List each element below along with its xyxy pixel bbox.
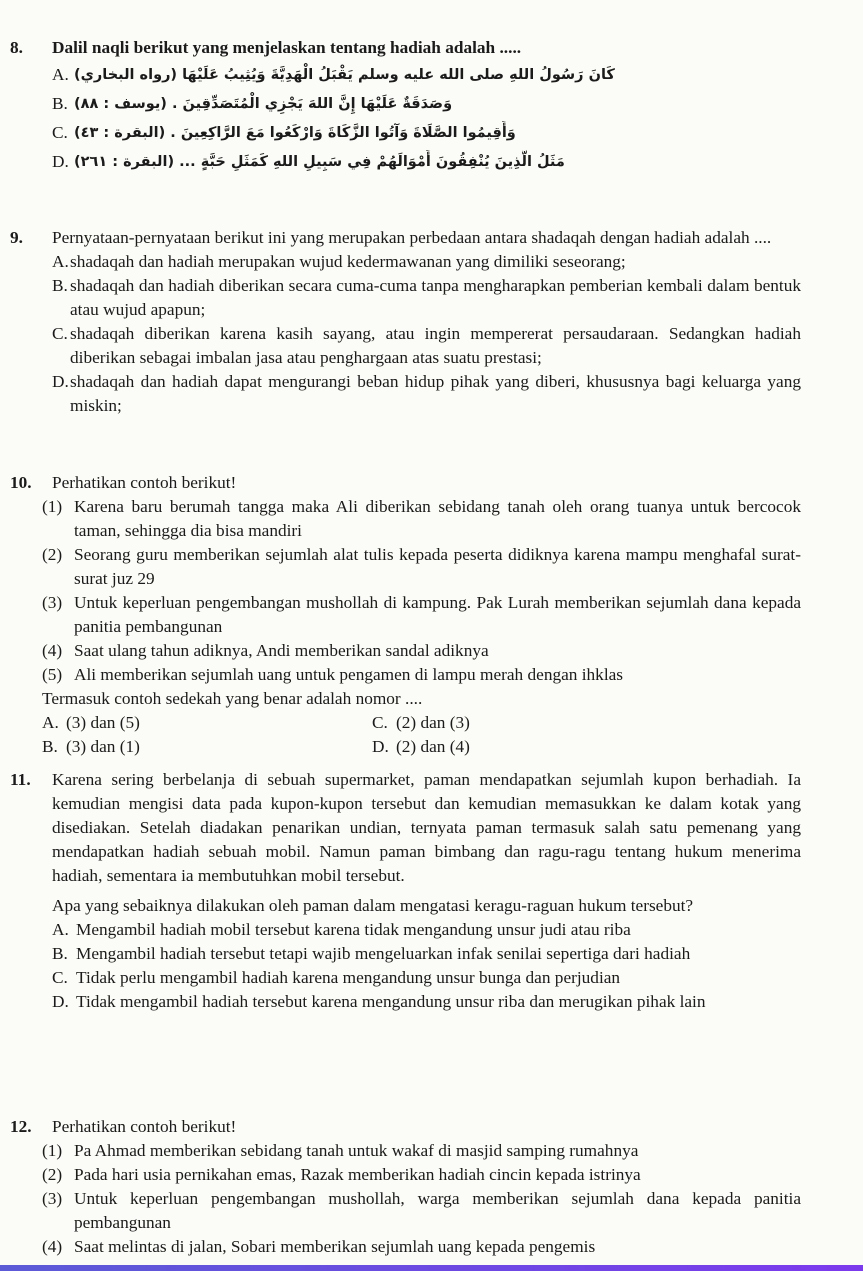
option-b[interactable] — [52, 89, 801, 118]
list-item — [42, 1187, 801, 1235]
option-label: D. — [372, 737, 389, 756]
item-text: Pa Ahmad memberikan sebidang tanah untuk wakaf di masjid samping rumahnya — [74, 1141, 639, 1160]
arabic-text: مَثَلُ الَّذِينَ يُنْفِقُونَ أَمْوَالَهُمْ فِي سَبِيلِ اللهِ كَمَثَلِ حَبَّةٍ ... (البقرة : ٢٦١) — [74, 153, 565, 170]
list-item — [42, 591, 801, 639]
question-number: 11. — [10, 770, 31, 789]
option-label: C. — [52, 324, 68, 343]
option-a[interactable] — [52, 918, 801, 942]
list-item — [42, 543, 801, 591]
question-prompt: Termasuk contoh sedekah yang benar adalah nomor .... — [42, 689, 423, 708]
option-c[interactable] — [52, 118, 801, 147]
option-text: (3) dan (1) — [66, 737, 140, 756]
question-number: 12. — [10, 1117, 32, 1136]
option-a[interactable] — [42, 711, 372, 735]
option-text: (3) dan (5) — [66, 713, 140, 732]
option-text: (2) dan (4) — [396, 737, 470, 756]
option-text: (2) dan (3) — [396, 713, 470, 732]
item-text: Karena baru berumah tangga maka Ali diberikan sebidang tanah oleh orang tuanya untuk bercocok taman, sehingga dia bisa mandiri — [74, 497, 801, 540]
item-text: Untuk keperluan pengembangan mushollah di kampung. Pak Lurah memberikan sejumlah dana kepada panitia pembangunan — [74, 593, 801, 636]
item-label: (2) — [42, 1165, 63, 1184]
arabic-text: وَصَدَقَةٌ عَلَيْهَا إِنَّ اللهَ يَجْزِي الْمُتَصَدِّقِينَ . (يوسف : ٨٨) — [74, 95, 453, 112]
answer-options — [52, 60, 801, 176]
option-text: shadaqah dan hadiah diberikan secara cuma-cuma tanpa mengharapkan pemberian kembali dalam bentuk atau wujud apapun; — [70, 276, 801, 319]
item-label: (3) — [42, 1189, 63, 1208]
item-label: (3) — [42, 593, 63, 612]
question-8 — [10, 36, 801, 176]
example-list — [42, 495, 801, 687]
question-text: Dalil naqli berikut yang menjelaskan tentang hadiah adalah ..... — [52, 38, 522, 57]
item-text: Seorang guru memberikan sejumlah alat tulis kepada peserta didiknya karena mampu menghafal surat-surat juz 29 — [74, 545, 801, 588]
item-text: Saat ulang tahun adiknya, Andi memberikan sandal adiknya — [74, 641, 489, 660]
item-label: (2) — [42, 545, 63, 564]
option-label: D. — [52, 372, 69, 391]
question-text: Perhatikan contoh berikut! — [52, 473, 237, 492]
bottom-accent-bar — [0, 1265, 863, 1271]
option-b[interactable] — [42, 735, 372, 759]
question-text: Pernyataan-pernyataan berikut ini yang merupakan perbedaan antara shadaqah dengan hadiah adalah .... — [52, 228, 772, 247]
list-item — [42, 1235, 801, 1259]
answer-options — [42, 711, 801, 759]
option-label: D. — [52, 992, 69, 1011]
question-9 — [10, 226, 801, 418]
option-text: shadaqah dan hadiah dapat mengurangi beban hidup pihak yang diberi, khususnya bagi keluarga yang miskin; — [70, 372, 801, 415]
option-label: C. — [52, 122, 68, 142]
option-label: A. — [42, 713, 59, 732]
item-label: (1) — [42, 497, 63, 516]
item-text: Ali memberikan sejumlah uang untuk pengamen di lampu merah dengan ihklas — [74, 665, 624, 684]
list-item — [42, 1163, 801, 1187]
option-c[interactable] — [372, 711, 801, 735]
option-label: D. — [52, 151, 69, 171]
list-item — [42, 639, 801, 663]
item-label: (5) — [42, 665, 63, 684]
option-text: Tidak mengambil hadiah tersebut karena mengandung unsur riba dan merugikan pihak lain — [76, 992, 706, 1011]
answer-options — [52, 918, 801, 1014]
option-text: Tidak perlu mengambil hadiah karena mengandung unsur bunga dan perjudian — [76, 968, 621, 987]
question-12 — [10, 1115, 801, 1259]
list-item — [42, 495, 801, 543]
option-b[interactable] — [52, 942, 801, 966]
option-d[interactable] — [52, 147, 801, 176]
option-text: shadaqah diberikan karena kasih sayang, atau ingin mempererat persaudaraan. Sedangkan hadiah diberikan sebagai imbalan jasa atau penghargaan atas suatu prestasi; — [70, 324, 801, 367]
option-label: C. — [52, 968, 68, 987]
question-text: Karena sering berbelanja di sebuah supermarket, paman mendapatkan sejumlah kupon berhadiah. Ia kemudian mengisi data pada kupon-kupon tersebut dan kemudian memasukkan ke dalam kotak yang disediakan. Setelah diadakan penarikan undian, ternyata paman termasuk salah satu pemenang yang mendapatkan hadiah sebuah mobil. Namun paman bimbang dan ragu-ragu tentang hukum menerima hadiah, sementara ia membutuhkan mobil tersebut. — [52, 770, 801, 885]
option-label: C. — [372, 713, 388, 732]
arabic-text: وَأَقِيمُوا الصَّلَاةَ وَآتُوا الزَّكَاةَ وَارْكَعُوا مَعَ الرَّاكِعِينَ . (البقرة : ٤٣) — [74, 124, 516, 141]
option-label: A. — [52, 252, 69, 271]
option-label: B. — [52, 276, 68, 295]
list-item — [42, 663, 801, 687]
item-text: Pada hari usia pernikahan emas, Razak memberikan hadiah cincin kepada istrinya — [74, 1165, 641, 1184]
example-list — [42, 1139, 801, 1259]
option-a[interactable] — [52, 250, 801, 274]
question-text: Perhatikan contoh berikut! — [52, 1117, 237, 1136]
arabic-text: كَانَ رَسُولُ اللهِ صلى الله عليه وسلم يَقْبَلُ الْهَدِيَّةَ وَيُثِيبُ عَلَيْهَا (رواه البخاري) — [74, 66, 615, 83]
question-sub-prompt: Apa yang sebaiknya dilakukan oleh paman dalam mengatasi keragu-raguan hukum tersebut? — [52, 896, 694, 915]
option-label: B. — [52, 93, 68, 113]
option-label: B. — [42, 737, 58, 756]
item-label: (4) — [42, 641, 63, 660]
question-11 — [10, 768, 801, 1014]
item-text: Untuk keperluan pengembangan mushollah, warga memberikan sejumlah dana kepada panitia pembangunan — [74, 1189, 801, 1232]
option-d[interactable] — [52, 990, 801, 1014]
option-text: Mengambil hadiah tersebut tetapi wajib mengeluarkan infak senilai sepertiga dari hadiah — [76, 944, 691, 963]
option-a[interactable] — [52, 60, 801, 89]
option-label: A. — [52, 64, 69, 84]
question-10 — [10, 471, 801, 759]
option-c[interactable] — [52, 322, 801, 370]
question-number: 10. — [10, 473, 32, 492]
option-text: shadaqah dan hadiah merupakan wujud kedermawanan yang dimiliki seseorang; — [70, 252, 626, 271]
option-d[interactable] — [52, 370, 801, 418]
option-d[interactable] — [372, 735, 801, 759]
item-label: (1) — [42, 1141, 63, 1160]
list-item — [42, 1139, 801, 1163]
item-label: (4) — [42, 1237, 63, 1256]
option-b[interactable] — [52, 274, 801, 322]
item-text: Saat melintas di jalan, Sobari memberikan sejumlah uang kepada pengemis — [74, 1237, 596, 1256]
option-text: Mengambil hadiah mobil tersebut karena tidak mengandung unsur judi atau riba — [76, 920, 631, 939]
option-c[interactable] — [52, 966, 801, 990]
question-number: 8. — [10, 38, 23, 57]
answer-options — [52, 250, 801, 418]
option-label: A. — [52, 920, 69, 939]
question-number: 9. — [10, 228, 23, 247]
option-label: B. — [52, 944, 68, 963]
